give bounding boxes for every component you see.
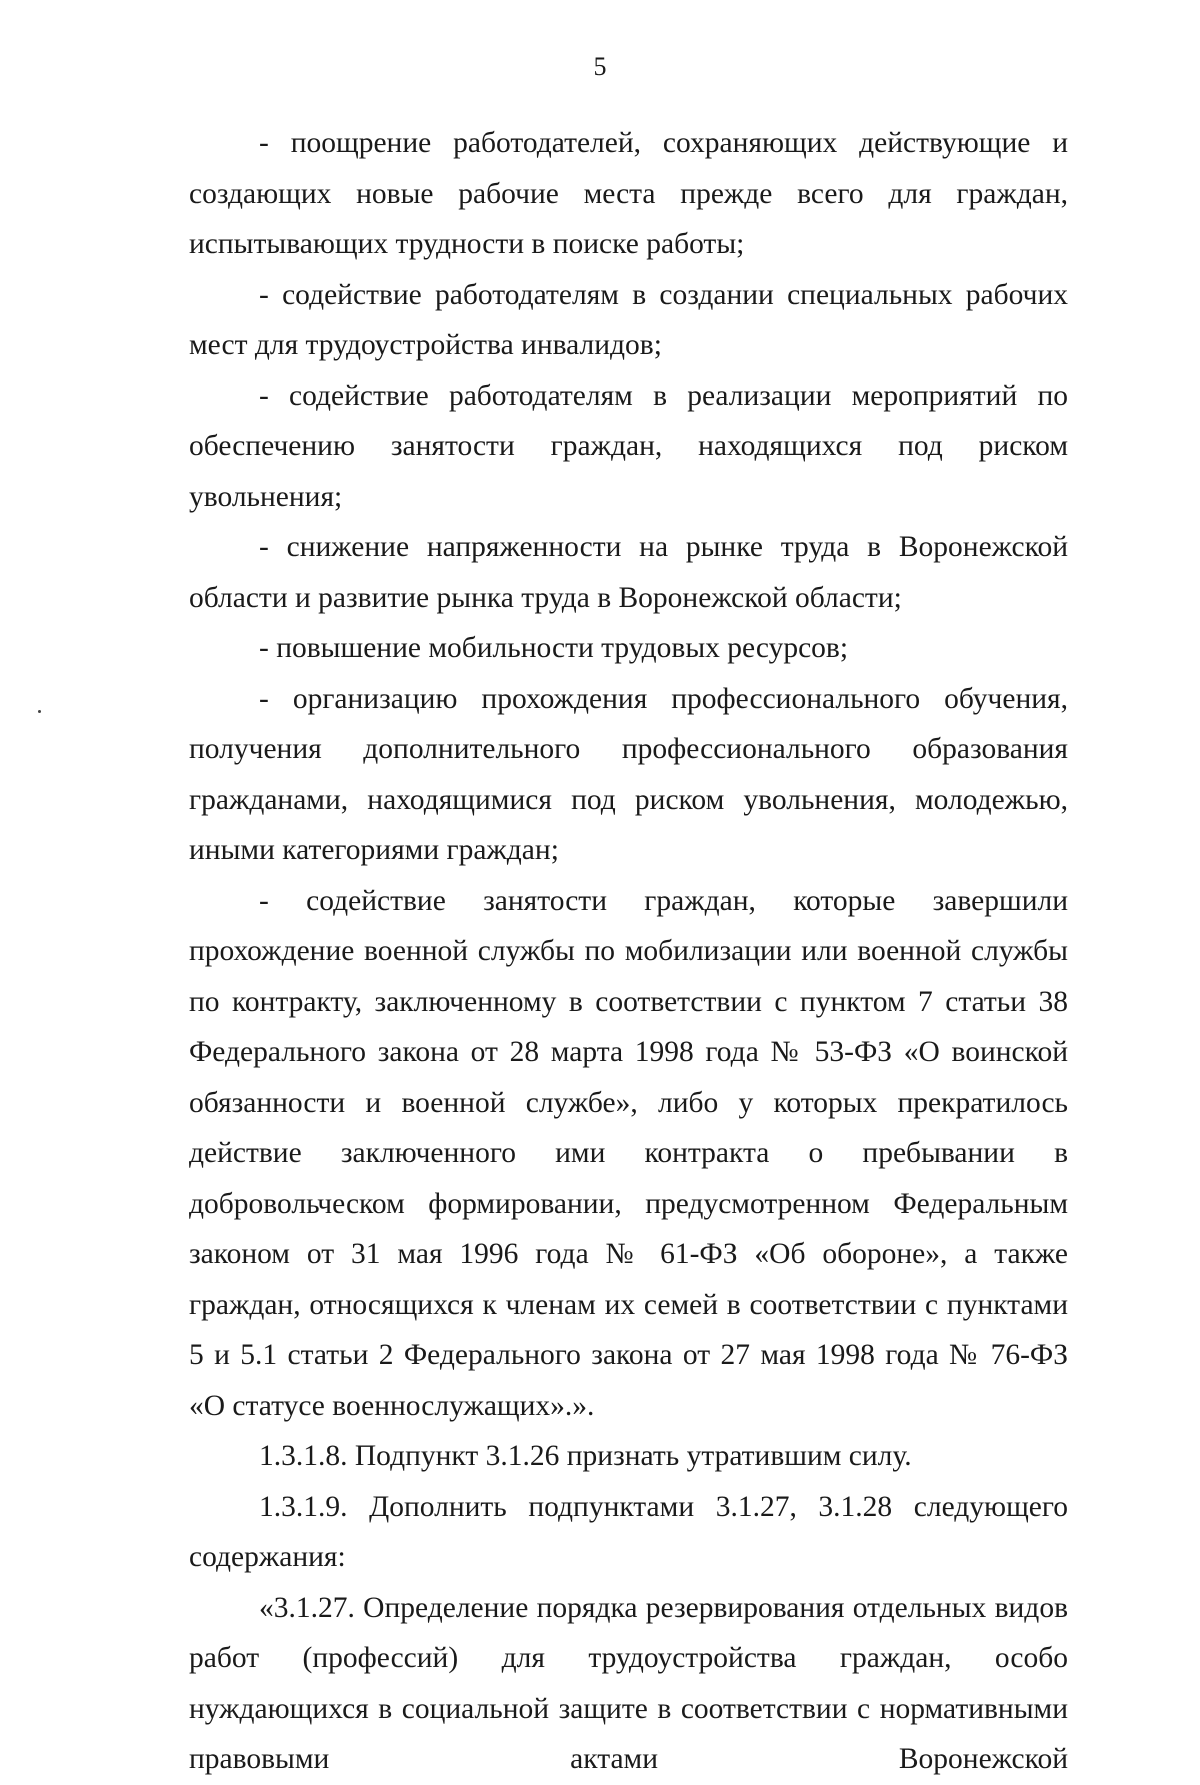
paragraph-add-subclauses: 1.3.1.9. Дополнить подпунктами 3.1.27, 3.1.28 следующего содержания: — [189, 1490, 1068, 1573]
document-body — [189, 118, 1068, 1785]
paragraph-subclause-3-1-26: 1.3.1.8. Подпункт 3.1.26 признать утратившим силу. — [259, 1440, 912, 1472]
paragraph-dismissal-risk-measures: - содействие работодателям в реализации мероприятий по обеспечению занятости граждан, находящихся под риском увольнения; — [189, 379, 1068, 513]
paragraph-military-employment: - содействие занятости граждан, которые завершили прохождение военной службы по мобилизации или военной службы по контракту, заключенному в соответствии с пунктом 7 статьи 38 Федерального закона от 28 марта 1998 года № 53-ФЗ «О воинской обязанности и военной службе», либо у которых прекратилось действие заключенного ими контракта о пребывании в добровольческом формировании, предусмотренном Федеральным законом от 31 мая 1996 года № 61-ФЗ «Об обороне», а также граждан, относящихся к членам их семей в соответствии с пунктами 5 и 5.1 статьи 2 Федерального закона от 27 мая 1998 года № 76-ФЗ «О статусе военнослужащих».». — [189, 884, 1068, 1422]
scan-speck — [38, 710, 41, 713]
paragraph-disabled-workplaces: - содействие работодателям в создании специальных рабочих мест для трудоустройства инвалидов; — [189, 278, 1068, 361]
page-number: 5 — [593, 52, 607, 81]
paragraph-subclause-3-1-27: «3.1.27. Определение порядка резервирования отдельных видов работ (профессий) для трудоустройства граждан, особо нуждающихся в социальной защите в соответствии с нормативными правовыми актами Воронежской — [189, 1591, 1068, 1775]
paragraph-professional-training: - организацию прохождения профессионального обучения, получения дополнительного профессионального образования гражданами, находящимися под риском увольнения, молодежью, иными категориями граждан; — [189, 682, 1068, 866]
paragraph-labor-market: - снижение напряженности на рынке труда в Воронежской области и развитие рынка труда в Воронежской области; — [189, 531, 1068, 614]
paragraph-labor-mobility: - повышение мобильности трудовых ресурсов; — [259, 632, 849, 664]
paragraph-employer-encouragement: - поощрение работодателей, сохраняющих действующие и создающих новые рабочие места прежде всего для граждан, испытывающих трудности в поиске работы; — [189, 127, 1068, 260]
